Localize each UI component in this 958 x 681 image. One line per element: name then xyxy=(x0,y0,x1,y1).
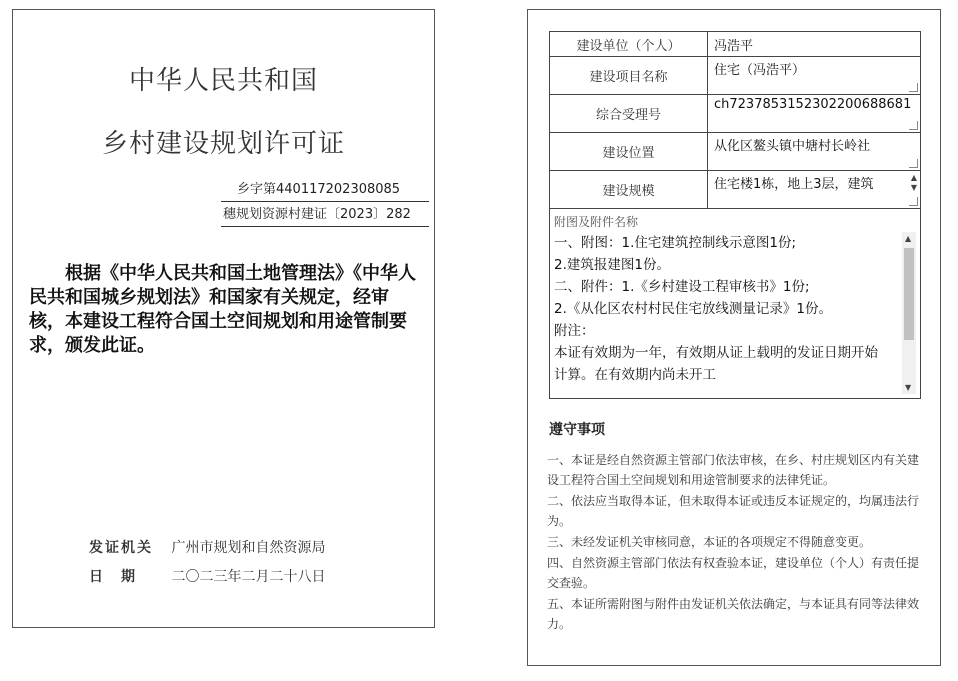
issuer-row xyxy=(89,537,325,557)
resize-grip-icon[interactable] xyxy=(909,159,918,168)
row-value: ch7237853152302200688681 xyxy=(714,97,912,112)
attachment-line: 一、附图：1.住宅建筑控制线示意图1份; xyxy=(554,235,797,251)
certificate-page xyxy=(12,9,435,628)
scroll-down-icon[interactable]: ▼ xyxy=(910,183,917,192)
attachments-section xyxy=(549,209,921,399)
attachments-scrollbar[interactable] xyxy=(902,232,916,394)
rule-item: 二、依法应当取得本证，但未取得本证或违反本证规定的，均属违法行为。 xyxy=(547,494,920,528)
row-value: 住宅（冯浩平） xyxy=(714,63,806,78)
date-label: 日 期 xyxy=(89,569,137,585)
scale-field[interactable] xyxy=(708,171,921,209)
acceptance-number-field[interactable] xyxy=(708,95,921,133)
issuer-label: 发证机关 xyxy=(89,540,153,556)
details-table xyxy=(549,31,921,209)
rule-item: 一、本证是经自然资源主管部门依法审核，在乡、村庄规划区内有关建设工程符合国土空间规划和用途管制要求的法律凭证。 xyxy=(547,453,920,487)
attachments-textarea[interactable] xyxy=(554,232,916,394)
rule-item: 三、未经发证机关审核同意，本证的各项规定不得随意变更。 xyxy=(547,535,872,549)
row-label: 建设位置 xyxy=(550,133,708,171)
scroll-up-icon[interactable]: ▲ xyxy=(905,234,912,243)
attachment-line: 二、附件：1.《乡村建设工程审核书》1份; xyxy=(554,279,810,295)
table-row xyxy=(550,32,921,57)
resize-grip-icon[interactable] xyxy=(909,197,918,206)
scroll-down-icon[interactable]: ▼ xyxy=(905,383,912,392)
table-row xyxy=(550,57,921,95)
location-field[interactable] xyxy=(708,133,921,171)
row-label: 建设单位（个人） xyxy=(550,32,708,57)
row-label: 综合受理号 xyxy=(550,95,708,133)
attachment-line: 2.建筑报建图1份。 xyxy=(554,257,670,273)
certificate-title-country: 中华人民共和国 xyxy=(128,66,318,96)
attachment-line: 2.《从化区农村村民住宅放线测量记录》1份。 xyxy=(554,301,832,317)
scroll-up-icon[interactable]: ▲ xyxy=(910,173,917,182)
rules-list xyxy=(547,450,925,635)
date-value: 二〇二三年二月二十八日 xyxy=(171,569,326,585)
row-label: 建设项目名称 xyxy=(550,57,708,95)
certificate-title: 乡村建设规划许可证 xyxy=(101,129,345,159)
scrollbar-thumb[interactable] xyxy=(904,248,914,340)
table-row xyxy=(550,95,921,133)
row-value: 冯浩平 xyxy=(714,38,754,54)
details-page xyxy=(527,9,941,666)
table-row xyxy=(550,133,921,171)
rule-item: 五、本证所需附图与附件由发证机关依法确定，与本证具有同等法律效力。 xyxy=(547,597,920,631)
row-value: 从化区鳌头镇中塘村长岭社 xyxy=(714,139,871,154)
table-row xyxy=(550,171,921,209)
legal-basis-text: 根据《中华人民共和国土地管理法》《中华人民共和国城乡规划法》和国家有关规定，经审核，本建设工程符合国土空间规划和用途管制要求，颁发此证。 xyxy=(29,263,416,356)
certificate-file-number: 穗规划资源村建证〔2023〕282 xyxy=(221,203,429,227)
date-row xyxy=(89,566,325,586)
resize-grip-icon[interactable] xyxy=(909,121,918,130)
rules-title: 遵守事项 xyxy=(549,422,605,438)
project-name-field[interactable] xyxy=(708,57,921,95)
row-label: 建设规模 xyxy=(550,171,708,209)
attachment-line: 附注： xyxy=(554,323,595,339)
certificate-number: 乡字第440117202308085 xyxy=(221,178,429,202)
row-value: 住宅楼1栋，地上3层，建筑 xyxy=(714,177,874,192)
attachment-line: 计算。在有效期内尚未开工 xyxy=(554,367,716,383)
attachment-line: 本证有效期为一年，有效期从证上载明的发证日期开始 xyxy=(554,345,878,361)
attachments-label: 附图及附件名称 xyxy=(554,215,639,229)
builder-field[interactable] xyxy=(708,32,921,57)
issuer-value: 广州市规划和自然资源局 xyxy=(171,540,326,556)
rule-item: 四、自然资源主管部门依法有权查验本证，建设单位（个人）有责任提交查验。 xyxy=(547,556,920,590)
resize-grip-icon[interactable] xyxy=(909,83,918,92)
